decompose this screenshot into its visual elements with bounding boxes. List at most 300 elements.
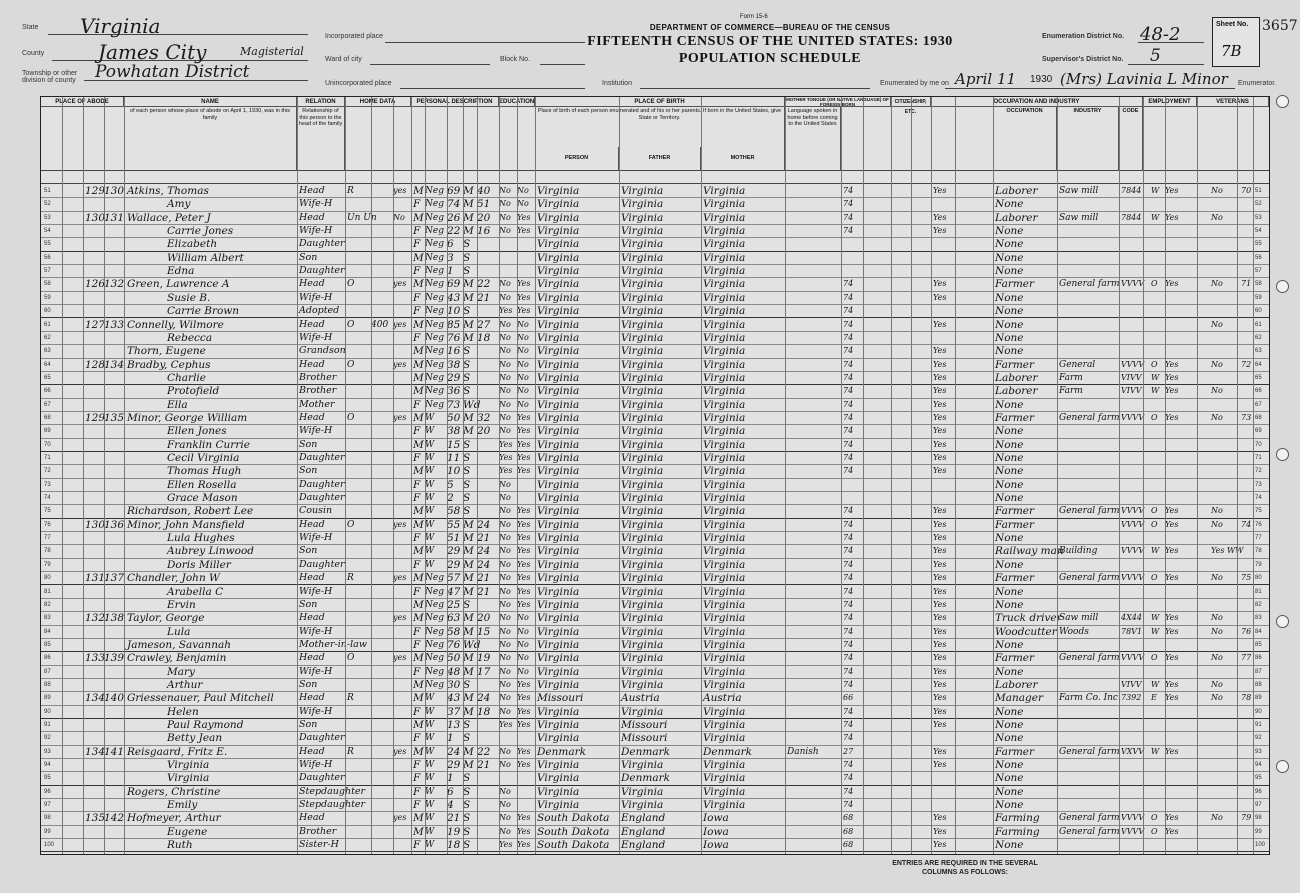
cell-fb: Virginia: [621, 638, 664, 651]
cell-sex: F: [413, 331, 421, 344]
cell-occ: None: [995, 558, 1024, 571]
cell-name: Ervin: [167, 598, 196, 611]
line-number: 61: [44, 321, 51, 328]
census-row: [41, 745, 1269, 759]
cell-fb: Virginia: [621, 558, 664, 571]
cell-mb: Virginia: [703, 612, 746, 625]
line-number-right: 70: [1255, 441, 1262, 448]
cell-age: 57: [447, 572, 461, 585]
cell-school: No: [499, 479, 511, 489]
cell-emp: Yes: [933, 346, 947, 356]
cell-sex: M: [413, 825, 424, 838]
cell-rel: Brother: [299, 385, 337, 397]
colhead-code: CODE: [1119, 107, 1143, 170]
cell-occ: None: [995, 732, 1024, 745]
column-rule: [891, 97, 892, 854]
cell-age: 85: [447, 318, 461, 331]
cell-school: Yes: [499, 720, 513, 729]
cell-school: No: [499, 679, 511, 689]
cell-read: No: [517, 666, 529, 676]
line-number-right: 58: [1255, 281, 1262, 288]
column-rule: [517, 97, 518, 854]
cell-rel: Son: [299, 438, 318, 450]
cell-fam: 132: [104, 278, 125, 291]
cell-mar: M: [463, 198, 474, 211]
cell-sex: F: [413, 839, 421, 852]
cell-occ: Farmer: [995, 278, 1035, 291]
cell-occ: None: [995, 478, 1024, 491]
cell-pb: South Dakota: [537, 825, 610, 838]
cell-sex: M: [413, 598, 424, 611]
cell-age: 43: [447, 692, 461, 705]
cell-race: Neg: [425, 319, 444, 330]
cell-age: 11: [447, 452, 461, 464]
cell-mb: Virginia: [703, 598, 746, 611]
cell-yes: Yes: [1165, 653, 1179, 663]
cell-name: Crawley, Benjamin: [127, 652, 227, 665]
cell-read: Yes: [517, 439, 531, 449]
cell-code: 74: [843, 613, 854, 623]
cell-fb: Virginia: [621, 251, 664, 264]
cell-code: 74: [843, 439, 854, 449]
cell-pb: Virginia: [537, 265, 580, 278]
cell-sex: F: [413, 398, 421, 411]
cell-vet: No: [1211, 653, 1223, 663]
line-number-right: 89: [1255, 695, 1262, 702]
column-rule: [393, 97, 394, 854]
cell-fb: Virginia: [621, 785, 664, 798]
line-number: 90: [44, 708, 51, 715]
line-number-right: 77: [1255, 535, 1262, 542]
cell-code: 74: [843, 466, 854, 476]
cell-mar: M: [463, 425, 474, 438]
cell-icode: VIVV: [1121, 679, 1142, 689]
line-number: 82: [44, 601, 51, 608]
cell-school: No: [499, 319, 511, 329]
cell-code: 74: [843, 453, 854, 462]
cell-mar: S: [463, 251, 471, 264]
cell-emp: Yes: [933, 372, 947, 382]
cell-mar: S: [463, 785, 471, 798]
cell-read: Yes: [517, 586, 531, 596]
cell-wk: E: [1151, 693, 1157, 703]
column-rule: [1197, 97, 1198, 854]
cell-name: Lula: [167, 625, 191, 638]
cell-sex: F: [413, 291, 421, 304]
cell-mar: M: [463, 291, 474, 304]
cell-age: 21: [447, 812, 461, 825]
cell-yes: Yes: [1165, 613, 1179, 623]
cell-emp: Yes: [933, 599, 947, 609]
cell-occ: Laborer: [995, 385, 1038, 398]
cell-ind: Woods: [1059, 626, 1089, 637]
cell-fam: 131: [104, 211, 125, 224]
cell-fb: Virginia: [621, 532, 664, 545]
cell-name: Jameson, Savannah: [127, 638, 231, 651]
cell-school: No: [499, 573, 511, 583]
line-number: 97: [44, 802, 51, 809]
census-row: [41, 691, 1269, 705]
cell-fb: Virginia: [621, 612, 664, 625]
colhead-industry: INDUSTRY: [1057, 107, 1119, 170]
cell-rel: Cousin: [299, 505, 333, 517]
cell-rel: Head: [299, 692, 325, 704]
cell-code: 74: [843, 279, 854, 289]
cell-race: W: [425, 479, 435, 490]
cell-dw: 130: [85, 211, 106, 224]
line-number-right: 66: [1255, 388, 1262, 395]
cell-race: Neg: [425, 586, 444, 597]
cell-code: 74: [843, 760, 854, 770]
cell-occ: None: [995, 305, 1024, 318]
line-number-right: 57: [1255, 268, 1262, 275]
cell-sex: M: [413, 318, 424, 331]
cell-rel: Wife-H: [299, 705, 333, 717]
cell-occ: None: [995, 665, 1024, 678]
cell-race: W: [425, 760, 435, 771]
cell-rel: Brother: [299, 825, 337, 837]
cell-race: W: [425, 546, 435, 557]
cell-age: 76: [447, 638, 461, 651]
cell-race: W: [425, 826, 435, 837]
line-number: 81: [44, 588, 51, 595]
cell-read: No: [517, 399, 529, 409]
group-abode: PLACE OF ABODE: [41, 97, 124, 107]
cell-icode: VVVV: [1121, 653, 1145, 663]
census-row: [41, 371, 1269, 385]
cell-rel: Head: [299, 812, 325, 824]
cell-tenure: O: [347, 319, 355, 330]
cell-code: 74: [843, 720, 854, 729]
cell-agem: 20: [477, 425, 491, 438]
cell-name: Aubrey Linwood: [167, 545, 255, 558]
cell-read: Yes: [517, 506, 531, 516]
cell-fb: Virginia: [621, 238, 664, 251]
cell-yes: Yes: [1165, 386, 1179, 396]
cell-emp: Yes: [933, 319, 947, 329]
punch-hole: [1276, 95, 1289, 108]
cell-race: W: [425, 800, 435, 811]
cell-yes: Yes: [1165, 546, 1179, 556]
cell-pb: Virginia: [537, 705, 580, 718]
cell-wk: O: [1151, 412, 1158, 422]
cell-name: Minor, John Mansfield: [127, 518, 245, 531]
cell-mar: S: [463, 305, 471, 318]
cell-fb: England: [621, 812, 666, 825]
cell-code: 68: [843, 826, 854, 836]
cell-emp: Yes: [933, 519, 947, 529]
cell-ind: Farm Co. Inc.: [1059, 693, 1121, 704]
township-label: Township or other division of county: [22, 70, 78, 84]
cell-mb: Virginia: [703, 318, 746, 331]
cell-mar: M: [463, 745, 474, 758]
cell-code: 74: [843, 639, 854, 649]
cell-pb: Virginia: [537, 625, 580, 638]
cell-name: Carrie Brown: [167, 305, 240, 318]
cell-fb: Virginia: [621, 518, 664, 531]
cell-rel: Son: [299, 251, 318, 263]
cell-rel: Wife-H: [299, 625, 333, 637]
cell-pb: South Dakota: [537, 812, 610, 825]
enumerated-date: April 11: [955, 70, 1017, 88]
census-row: [41, 438, 1269, 452]
colhead-father: FATHER: [619, 147, 701, 170]
cell-wk: O: [1151, 359, 1158, 369]
cell-yes: Yes: [1165, 826, 1179, 836]
cell-wk: W: [1151, 626, 1160, 636]
cell-occ: None: [995, 398, 1024, 411]
cell-dw: 130: [85, 518, 106, 531]
cell-yes: Yes: [1165, 679, 1179, 689]
cell-mar: S: [463, 358, 471, 371]
cell-pb: Virginia: [537, 732, 580, 745]
line-number-right: 94: [1255, 762, 1262, 769]
cell-occ: None: [995, 585, 1024, 598]
cell-icode: VVVV: [1121, 519, 1145, 529]
cell-sex: M: [413, 505, 424, 518]
census-row: [41, 344, 1269, 358]
line-number: 94: [44, 762, 51, 769]
cell-read: No: [517, 639, 529, 649]
cell-race: Neg: [425, 332, 444, 343]
cell-age: 6: [447, 238, 454, 251]
cell-code: 74: [843, 706, 854, 716]
cell-name: Protofield: [167, 385, 220, 398]
cell-icode: 7392: [1121, 693, 1142, 703]
cell-ind: General farm: [1059, 412, 1120, 423]
cell-emp: Yes: [933, 426, 947, 436]
cell-mar: M: [463, 532, 474, 545]
column-rule: [62, 97, 63, 854]
supervisor-value: 5: [1150, 46, 1161, 66]
cell-sex: M: [413, 278, 424, 291]
cell-fb: Virginia: [621, 678, 664, 691]
census-row: [41, 611, 1269, 625]
cell-code: 74: [843, 786, 854, 796]
line-number: 51: [44, 188, 51, 194]
cell-race: Neg: [425, 679, 444, 690]
cell-occ: Farmer: [995, 652, 1035, 665]
cell-mar: M: [463, 185, 474, 197]
column-rule: [619, 97, 620, 854]
cell-tenure: O: [347, 412, 355, 423]
group-occupation: OCCUPATION AND INDUSTRY: [931, 97, 1143, 107]
cell-rel: Mother: [299, 398, 335, 410]
group-home: HOME DATA: [345, 97, 411, 107]
cell-age: 29: [447, 371, 461, 384]
cell-read: Yes: [517, 306, 531, 316]
cell-emp: Yes: [933, 840, 947, 850]
cell-race: Neg: [425, 359, 444, 370]
cell-occ: Laborer: [995, 185, 1038, 197]
cell-fb: Virginia: [621, 371, 664, 384]
column-rule: [841, 97, 842, 854]
column-rule: [911, 97, 912, 854]
cell-code: 74: [843, 733, 854, 743]
cell-pb: Missouri: [537, 692, 584, 705]
punch-hole: [1276, 448, 1289, 461]
cell-mar: S: [463, 598, 471, 611]
cell-age: 1: [447, 772, 454, 785]
cell-sex: F: [413, 625, 421, 638]
cell-occ: Farming: [995, 825, 1040, 838]
cell-mb: Iowa: [703, 825, 729, 838]
cell-fb: Virginia: [621, 545, 664, 558]
cell-fb: Virginia: [621, 411, 664, 424]
cell-race: Neg: [425, 239, 444, 250]
cell-emp: Yes: [933, 746, 947, 756]
cell-vet: No: [1211, 359, 1223, 369]
line-number: 53: [44, 214, 51, 221]
cell-mb: Virginia: [703, 238, 746, 251]
line-number: 59: [44, 294, 51, 301]
department-title: DEPARTMENT OF COMMERCE—BUREAU OF THE CENSUS: [649, 23, 891, 32]
cell-agem: 22: [477, 745, 491, 758]
cell-sex: M: [413, 385, 424, 398]
cell-name: Ruth: [167, 839, 193, 852]
cell-agem: 21: [477, 759, 491, 772]
line-number-right: 98: [1255, 815, 1262, 822]
cell-mb: Virginia: [703, 411, 746, 424]
column-rule: [1057, 97, 1058, 854]
colhead-relation: Relationship of this person to the head of the family: [297, 107, 345, 170]
cell-icode: VVVV: [1121, 546, 1145, 556]
cell-read: Yes: [517, 279, 531, 289]
cell-rel: Son: [299, 678, 318, 690]
column-rule: [955, 97, 956, 854]
cell-emp: Yes: [933, 279, 947, 289]
cell-race: Neg: [425, 212, 444, 223]
line-number-right: 68: [1255, 414, 1262, 421]
cell-code: 74: [843, 346, 854, 356]
cell-sex: M: [413, 185, 424, 197]
cell-sex: F: [413, 772, 421, 785]
cell-agem: 20: [477, 612, 491, 625]
sheet-number: 7B: [1221, 42, 1242, 60]
line-number: 89: [44, 695, 51, 702]
cell-occ: Farmer: [995, 505, 1035, 518]
cell-emp: Yes: [933, 586, 947, 596]
cell-name: William Albert: [167, 251, 244, 264]
cell-sex: M: [413, 518, 424, 531]
cell-age: 2: [447, 492, 454, 505]
census-row: [41, 811, 1269, 825]
cell-read: Yes: [517, 813, 531, 823]
cell-pb: Virginia: [537, 371, 580, 384]
cell-read: Yes: [517, 693, 531, 703]
cell-mb: Austria: [703, 692, 742, 705]
colhead-birth: Place of birth of each person enumerated and of his or her parents. If born in the United States, give State or Territory.: [535, 107, 785, 147]
cell-code: 74: [843, 546, 854, 556]
schedule-grid: [40, 96, 1270, 855]
cell-sex: F: [413, 785, 421, 798]
cell-race: Neg: [425, 599, 444, 610]
line-number-right: 87: [1255, 668, 1262, 675]
cell-age: 69: [447, 278, 461, 291]
cell-wk: W: [1151, 546, 1160, 556]
column-rule: [104, 97, 105, 854]
cell-vcode: 76: [1241, 626, 1252, 636]
cell-race: Neg: [425, 372, 444, 383]
cell-wk: O: [1151, 279, 1158, 289]
census-row: [41, 718, 1269, 732]
cell-vet: No: [1211, 519, 1223, 529]
cell-race: W: [425, 786, 435, 797]
cell-code: 74: [843, 573, 854, 583]
cell-sex: F: [413, 478, 421, 491]
cell-icode: VVVV: [1121, 279, 1145, 289]
cell-name: Susie B.: [167, 291, 211, 304]
cell-age: 74: [447, 198, 461, 211]
cell-vet: No: [1211, 412, 1223, 422]
cell-mb: Virginia: [703, 385, 746, 398]
cell-pb: Virginia: [537, 211, 580, 224]
cell-ind: General farm: [1059, 506, 1120, 517]
cell-mar: M: [463, 545, 474, 558]
cell-school: No: [499, 546, 511, 556]
cell-mar: S: [463, 385, 471, 398]
cell-mar: M: [463, 211, 474, 224]
cell-farm: yes: [393, 319, 407, 329]
cell-pb: Virginia: [537, 532, 580, 545]
cell-mb: Virginia: [703, 371, 746, 384]
cell-farm: yes: [393, 573, 407, 583]
cell-occ: None: [995, 345, 1024, 358]
cell-pb: Virginia: [537, 799, 580, 812]
cell-rel: Head: [299, 745, 325, 757]
group-education: EDUCATION: [499, 99, 535, 105]
cell-age: 38: [447, 358, 461, 371]
cell-rel: Wife-H: [299, 291, 333, 303]
cell-school: No: [499, 800, 511, 810]
cell-name: Franklin Currie: [167, 438, 250, 451]
cell-read: No: [517, 319, 529, 329]
cell-mar: M: [463, 652, 474, 665]
cell-name: Elizabeth: [167, 238, 218, 251]
cell-pb: Virginia: [537, 612, 580, 625]
cell-emp: Yes: [933, 533, 947, 543]
cell-occ: Farming: [995, 812, 1040, 825]
cell-sex: M: [413, 719, 424, 731]
cell-pb: Virginia: [537, 772, 580, 785]
cell-dw: 128: [85, 358, 106, 371]
cell-rel: Head: [299, 652, 325, 664]
sheet-label: Sheet No.: [1216, 21, 1249, 28]
cell-occ: None: [995, 772, 1024, 785]
cell-fam: 141: [104, 745, 125, 758]
cell-race: W: [425, 426, 435, 437]
cell-pb: Virginia: [537, 291, 580, 304]
cell-mb: Virginia: [703, 278, 746, 291]
cell-occ: Farmer: [995, 745, 1035, 758]
cell-age: 36: [447, 385, 461, 398]
cell-sex: M: [413, 545, 424, 558]
cell-race: W: [425, 840, 435, 851]
cell-pb: Virginia: [537, 452, 580, 464]
cell-emp: Yes: [933, 653, 947, 663]
cell-school: No: [499, 332, 511, 342]
cell-race: W: [425, 733, 435, 744]
line-number: 65: [44, 374, 51, 381]
cell-age: 76: [447, 331, 461, 344]
group-relation: RELATION: [297, 97, 345, 107]
cell-age: 10: [447, 305, 461, 318]
cell-sex: M: [413, 812, 424, 825]
cell-fb: Austria: [621, 692, 660, 705]
cell-code: 74: [843, 359, 854, 369]
block-label: Block No.: [500, 56, 530, 63]
line-number: 72: [44, 468, 51, 475]
